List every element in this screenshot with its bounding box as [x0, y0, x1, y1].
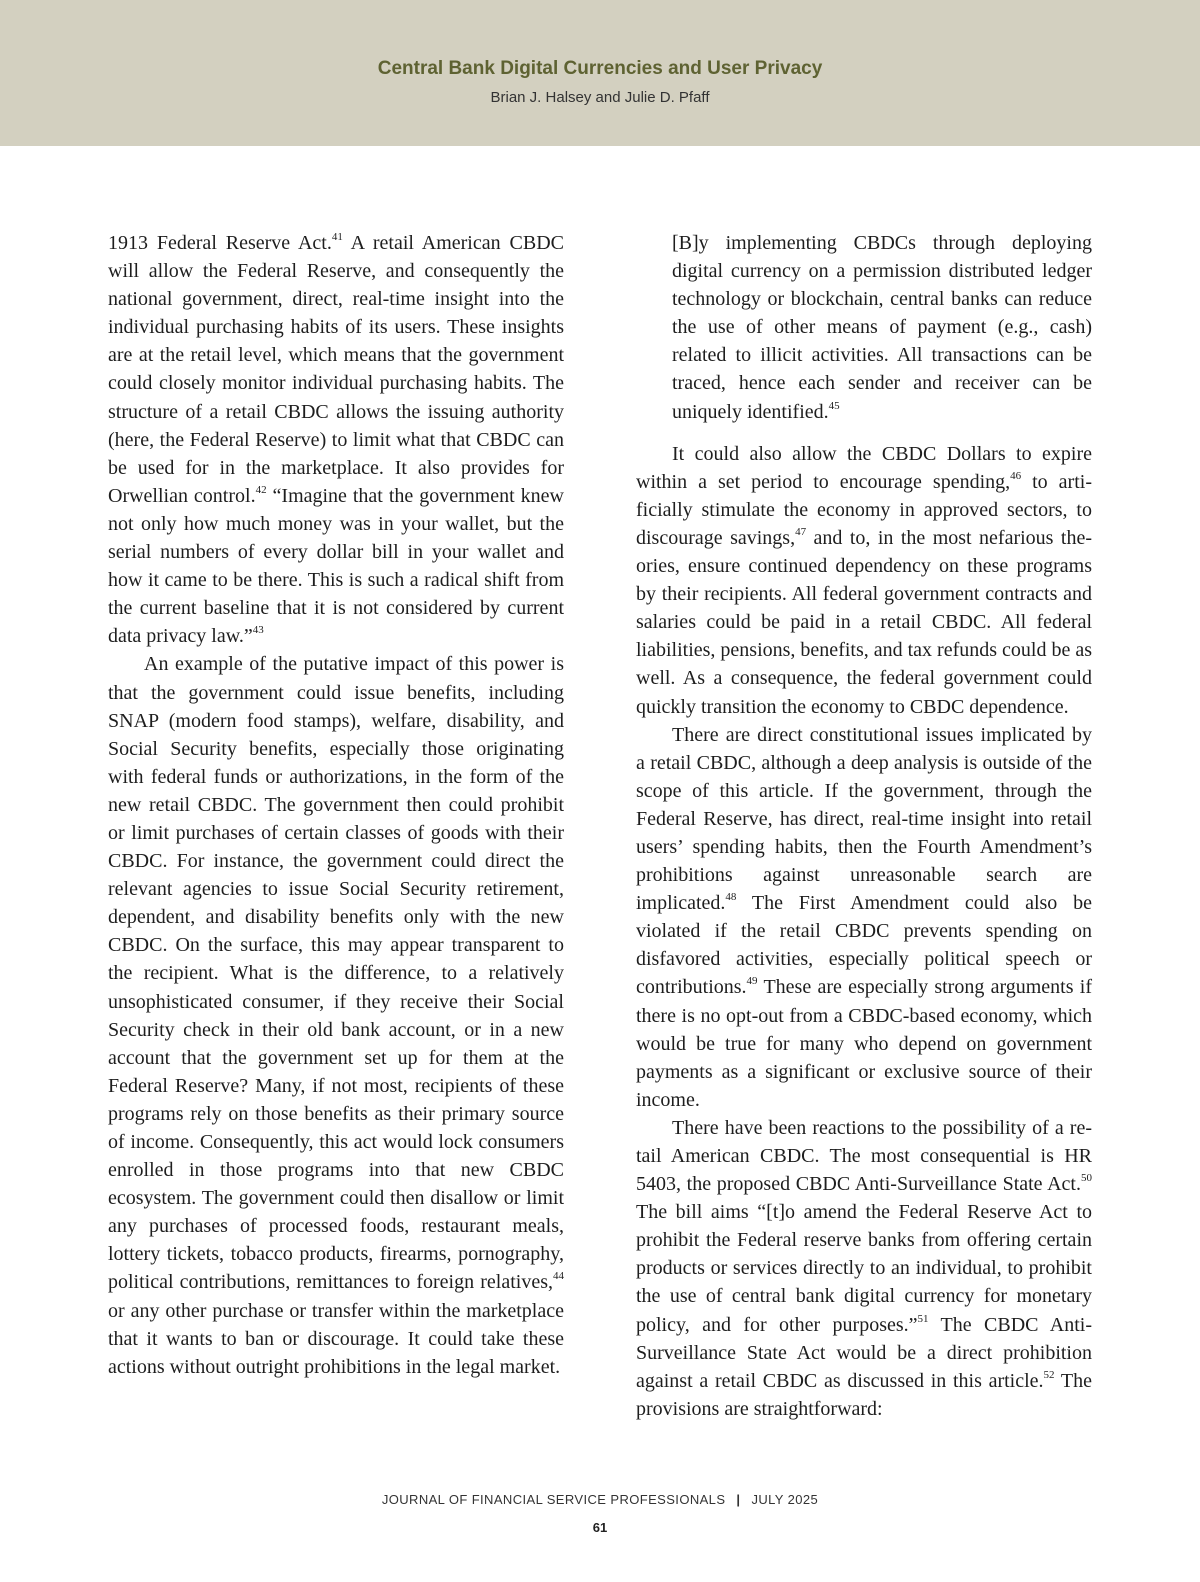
left-paragraph-2 — [108, 650, 564, 1380]
running-header — [0, 0, 1200, 146]
footnote-ref-52: 52 — [1043, 1368, 1055, 1381]
page-number: 61 — [592, 1520, 608, 1535]
footnote-ref-44: 44 — [553, 1270, 564, 1283]
right-paragraph-2 — [636, 721, 1092, 1114]
right-column — [636, 229, 1092, 1423]
footnote-ref-46: 46 — [1010, 469, 1022, 482]
paragraph-text: The bill aims “[t]o amend the Federal Reserve Act to prohibit the Federal reserve banks from offering certain products or services directly to an individual, to prohibit the use of central bank digital currency for monetary policy, and for other purposes.” — [636, 1201, 1092, 1336]
paragraph-text: and to, in the most nefarious theories, ensure continued dependency on these programs by their recipients. All federal government contracts and salaries could be paid in a retail CBDC. All federal liabilities, pensions, benefits, and tax refunds could be as well. As a consequence, the federal government could quickly transition the economy to CBDC dependence. — [636, 526, 1093, 718]
paragraph-text: There are direct constitutional issues implicated by a retail CBDC, although a deep analysis is outside of the scope of this article. If the government, through the Federal Reserve, has direct, real-time insight into retail users’ spending habits, then the Fourth Amendment’s prohibitions against unreasonable search are implicated. — [636, 723, 1092, 915]
block-quote — [672, 229, 1092, 426]
paragraph-text: 1913 Federal Reserve Act. — [108, 232, 332, 254]
footnote-ref-45: 45 — [828, 399, 840, 412]
left-paragraph-1 — [108, 229, 564, 650]
right-paragraph-3 — [636, 1114, 1092, 1423]
footnote-ref-48: 48 — [725, 891, 737, 904]
paragraph-text: A retail American CBDC will allow the Federal Reserve, and consequently the national government, direct, real-time insight into the individual purchasing habits of its users. These insights are at the retail level, which means that the government could closely monitor individual purchasing habits. The structure of a retail CBDC allows the issuing authority (here, the Federal Reserve) to limit what that CBDC can be used for in the marketplace. It also provides for Orwellian control. — [108, 232, 564, 507]
paragraph-text: or any other purchase or transfer within the marketplace that it wants to ban or discourage. It could take these actions without outright prohibitions in the legal market. — [108, 1299, 564, 1378]
footnote-ref-42: 42 — [255, 483, 267, 496]
footnote-ref-49: 49 — [746, 975, 758, 988]
article-title: Central Bank Digital Currencies and User Privacy — [377, 58, 823, 79]
paragraph-text: The CBDC Anti-Surveillance State Act would be a direct prohibition against a retail CBDC as discussed in this article. — [636, 1313, 1093, 1392]
right-paragraph-1 — [636, 440, 1092, 721]
footnote-ref-47: 47 — [795, 525, 807, 538]
paragraph-text: to artificially stimulate the economy in approved sectors, to discourage savings, — [636, 470, 1092, 549]
footnote-ref-43: 43 — [252, 624, 264, 637]
left-column — [108, 229, 564, 1381]
footnote-ref-50: 50 — [1081, 1172, 1092, 1185]
issue-date: JULY 2025 — [751, 1492, 819, 1507]
running-footer — [0, 1492, 1200, 1507]
paragraph-text: “Imagine that the government knew not only how much money was in your wallet, but the serial numbers of every dollar bill in your wallet and how it came to be there. This is such a radical shift from the current baseline that it is not considered by current data privacy law.” — [108, 484, 564, 648]
paragraph-text: It could also allow the CBDC Dollars to expire within a set period to encourage spending, — [636, 442, 1092, 493]
paragraph-text: These are especially strong arguments if there is no opt-out from a CBDC-based economy, which would be true for many who depend on government payments as a significant or exclusive source of their income. — [636, 976, 1092, 1111]
paragraph-text: The First Amendment could also be violated if the retail CBDC prevents spending on disfavored activities, especially political speech or contributions. — [636, 892, 1092, 999]
quote-text: [B]y implementing CBDCs through deploying digital currency on a permission distributed ledger technology or blockchain, central banks can reduce the use of other means of payment (e.g., cash) related to illicit activities. All transactions can be traced, hence each sender and receiver can be uniquely identified. — [672, 232, 1092, 423]
footnote-ref-41: 41 — [331, 231, 343, 243]
article-authors: Brian J. Halsey and Julie D. Pfaff — [490, 89, 710, 106]
paragraph-text: An example of the putative impact of this power is that the government could issue benefits, including SNAP (modern food stamps), welfare, disability, and Social Security benefits, especially those originating with federal funds or authorizations, in the form of the new retail CBDC. The government then could prohibit or limit purchases of certain classes of goods with their CBDC. For instance, the government could direct the relevant agencies to issue Social Security retirement, dependent, and disability benefits only with the new CBDC. On the surface, this may appear transparent to the recipient. What is the difference, to a relatively unsophisticated consumer, if they receive their Social Security check in their old bank account, or in a new account that the government set up for them at the Federal Reserve? Many, if not most, recipients of these programs rely on those benefits as their primary source of income. Consequently, this act would lock consumers enrolled in those programs into that new CBDC ecosystem. The government could then disallow or limit any purchases of processed foods, restaurant meals, lottery tickets, tobacco products, firearms, pornography, political contributions, remittances to foreign relatives, — [108, 653, 564, 1294]
journal-name: JOURNAL OF FINANCIAL SERVICE PROFESSIONALS — [381, 1492, 726, 1507]
paragraph-text: There have been reactions to the possibility of a retail American CBDC. The most consequential is HR 5403, the proposed CBDC Anti-Surveillance State Act. — [636, 1116, 1092, 1196]
footer-separator: | — [736, 1492, 741, 1507]
paragraph-text: The provisions are straightforward: — [636, 1369, 1092, 1420]
footnote-ref-51: 51 — [917, 1312, 929, 1325]
